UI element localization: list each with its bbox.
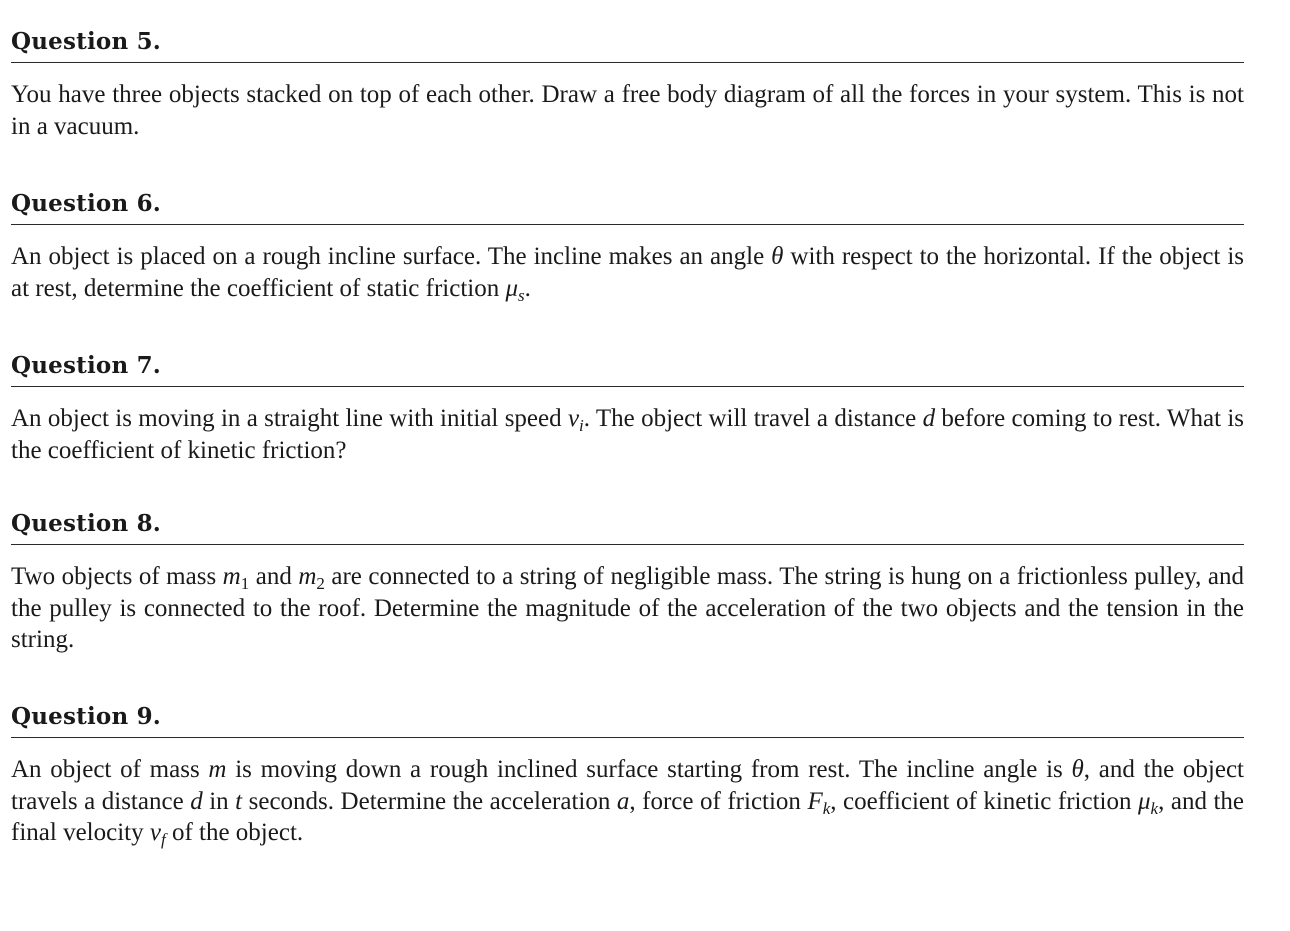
question-9-text-j: , and the final velocity xyxy=(11,787,1244,846)
mu-subscript: s xyxy=(518,285,525,305)
document-page xyxy=(11,22,1244,897)
question-6-text-a: An object is placed on a rough incline surface. The incline makes an angle xyxy=(11,243,772,270)
question-9-text-g: , force of friction xyxy=(629,787,808,815)
v-subscript: f xyxy=(160,830,166,849)
question-7-text xyxy=(11,403,1244,466)
v-symbol: v xyxy=(149,819,161,846)
question-9-text-f: seconds. Determine the acceleration xyxy=(242,787,617,815)
question-9-text-i: kinetic friction xyxy=(983,787,1138,815)
question-9-rule xyxy=(11,737,1244,738)
question-7-text-a: An object is moving in a straight line with initial speed xyxy=(11,405,568,432)
m2-symbol: m xyxy=(298,563,317,590)
question-6-text xyxy=(11,241,1244,304)
question-9-text-a: An object of mass xyxy=(11,756,209,783)
question-7-text-b: . The object will travel a distance xyxy=(583,405,923,432)
question-9-text-e: in xyxy=(202,787,236,815)
question-7-text-c: before coming xyxy=(935,405,1087,432)
question-9-text xyxy=(11,754,1244,849)
question-5-line-1: You have three objects stacked on top of each other. Draw a free body diagram of all the forces in your xyxy=(11,81,1049,108)
question-8-text xyxy=(11,561,1244,656)
question-5 xyxy=(11,22,1244,184)
v-symbol: v xyxy=(567,405,580,432)
question-6 xyxy=(11,184,1244,346)
question-6-title: Question 6. xyxy=(11,190,161,217)
question-8-text-a: Two objects of mass xyxy=(11,563,223,590)
question-7-title: Question 7. xyxy=(11,352,161,379)
d-symbol: d xyxy=(190,787,203,815)
question-5-line-2: system. This is not in a vacuum. xyxy=(11,81,1245,140)
mu-symbol: μ xyxy=(1137,787,1151,815)
question-8-text-e: the two objects and the tension in the string. xyxy=(11,594,1245,653)
f-symbol: F xyxy=(807,787,823,815)
question-6-text-c: If the object is at rest, determine the coefficient of static friction xyxy=(11,243,1245,302)
question-8-text-b: and xyxy=(249,563,299,590)
a-symbol: a xyxy=(616,787,630,815)
question-9-text-k: of the object. xyxy=(165,819,304,846)
m1-subscript: 1 xyxy=(240,574,250,593)
question-8-text-d: frictionless pulley, and the pulley is connected to the roof. Determine the magnitude of the acceleration of xyxy=(11,563,1245,622)
question-9-text-d: the object travels a distance xyxy=(11,756,1244,815)
question-9-text-b: is moving down a rough inclined surface starting from rest. The incline angle is xyxy=(226,756,1072,783)
mu-symbol: μ xyxy=(505,274,519,302)
d-symbol: d xyxy=(922,405,936,432)
question-6-rule xyxy=(11,224,1244,225)
theta-symbol: θ xyxy=(771,243,784,270)
question-7-text-d: to rest. What is the coefficient of kinetic friction? xyxy=(11,405,1245,464)
question-6-text-d: . xyxy=(524,274,531,302)
question-6-text-b: with respect to the horizontal. xyxy=(783,243,1092,270)
theta-symbol: θ xyxy=(1071,756,1084,783)
m-symbol: m xyxy=(208,756,227,783)
question-8-rule xyxy=(11,544,1244,545)
question-9 xyxy=(11,697,1244,897)
question-8-text-c: are connected to a string of negligible mass. The string is hung on a xyxy=(324,563,1011,590)
question-7-rule xyxy=(11,386,1244,387)
question-9-title: Question 9. xyxy=(11,703,161,730)
v-subscript: i xyxy=(579,416,584,435)
question-5-title: Question 5. xyxy=(11,28,161,55)
question-5-text xyxy=(11,79,1244,142)
t-symbol: t xyxy=(235,787,243,815)
question-9-text-h: , coefficient of xyxy=(830,787,977,815)
m1-symbol: m xyxy=(222,563,241,590)
mu-subscript: k xyxy=(1150,798,1159,818)
m2-subscript: 2 xyxy=(316,574,325,593)
question-9-text-c: , and xyxy=(1083,756,1135,783)
question-8 xyxy=(11,504,1244,697)
question-8-title: Question 8. xyxy=(11,510,161,537)
question-5-rule xyxy=(11,62,1244,63)
question-7 xyxy=(11,346,1244,504)
f-subscript: k xyxy=(822,798,831,818)
